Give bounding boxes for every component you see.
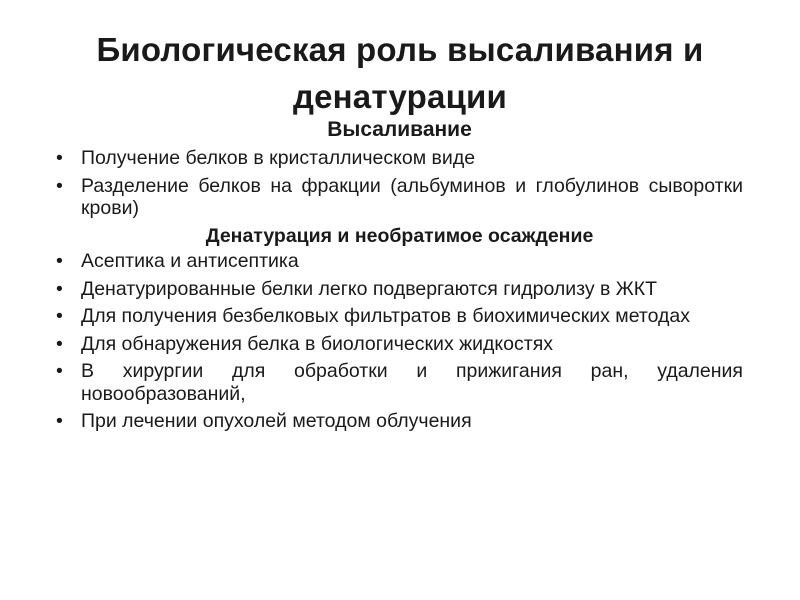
list-item: • При лечении опухолей методом облучения [56,410,743,433]
slide-content [56,117,743,438]
list-item: • Для обнаружения белка в биологических жидкостях [56,333,743,356]
list-item: • Получение белков в кристаллическом виде [56,147,743,170]
salting-out-list [56,147,743,220]
list-item: • Асептика и антисептика [56,250,743,273]
section-heading-denaturation: Денатурация и необратимое осаждение [205,224,594,247]
section-heading-salting-out: Высаливание [327,118,472,141]
slide-title: Биологическая роль высаливания и денатурации [96,31,704,115]
list-item: • В хирургии для обработки и прижигания ран, удаления новообразований, [56,360,743,405]
list-item: • Для получения безбелковых фильтратов в биохимических методах [56,305,743,328]
list-item: • Денатурированные белки легко подвергаются гидролизу в ЖКТ [56,278,743,301]
denaturation-list [56,250,743,433]
list-item: • Разделение белков на фракции (альбуминов и глобулинов сыворотки крови) [56,175,743,220]
